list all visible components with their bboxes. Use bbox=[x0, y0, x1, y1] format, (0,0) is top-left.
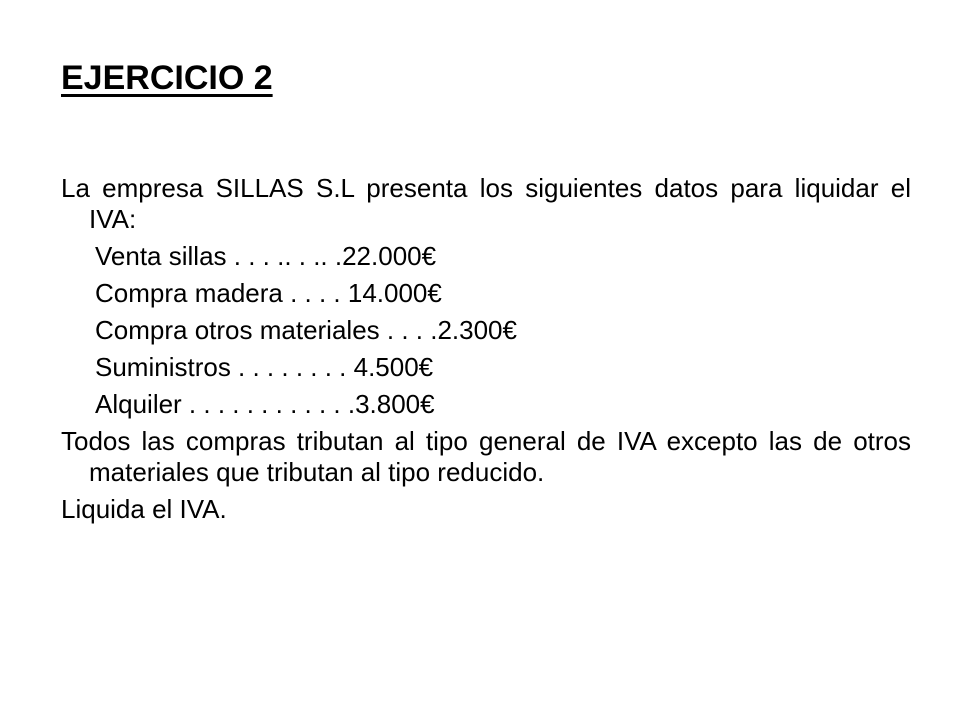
intro-paragraph: La empresa SILLAS S.L presenta los siguientes datos para liquidar el IVA: bbox=[61, 173, 911, 234]
data-item-compra-otros-materiales: Compra otros materiales . . . .2.300€ bbox=[95, 315, 517, 345]
instruction-paragraph: Liquida el IVA. bbox=[61, 494, 227, 524]
data-item-suministros: Suministros . . . . . . . . 4.500€ bbox=[95, 352, 434, 382]
data-item-alquiler: Alquiler . . . . . . . . . . . .3.800€ bbox=[95, 389, 435, 419]
slide-body bbox=[61, 173, 911, 531]
data-item-venta-sillas: Venta sillas . . . .. . .. .22.000€ bbox=[95, 241, 437, 271]
data-item-compra-madera: Compra madera . . . . 14.000€ bbox=[95, 278, 442, 308]
slide-title: EJERCICIO 2 bbox=[61, 59, 273, 97]
note-paragraph: Todos las compras tributan al tipo general de IVA excepto las de otros materiales que tributan al tipo reducido. bbox=[61, 426, 911, 487]
